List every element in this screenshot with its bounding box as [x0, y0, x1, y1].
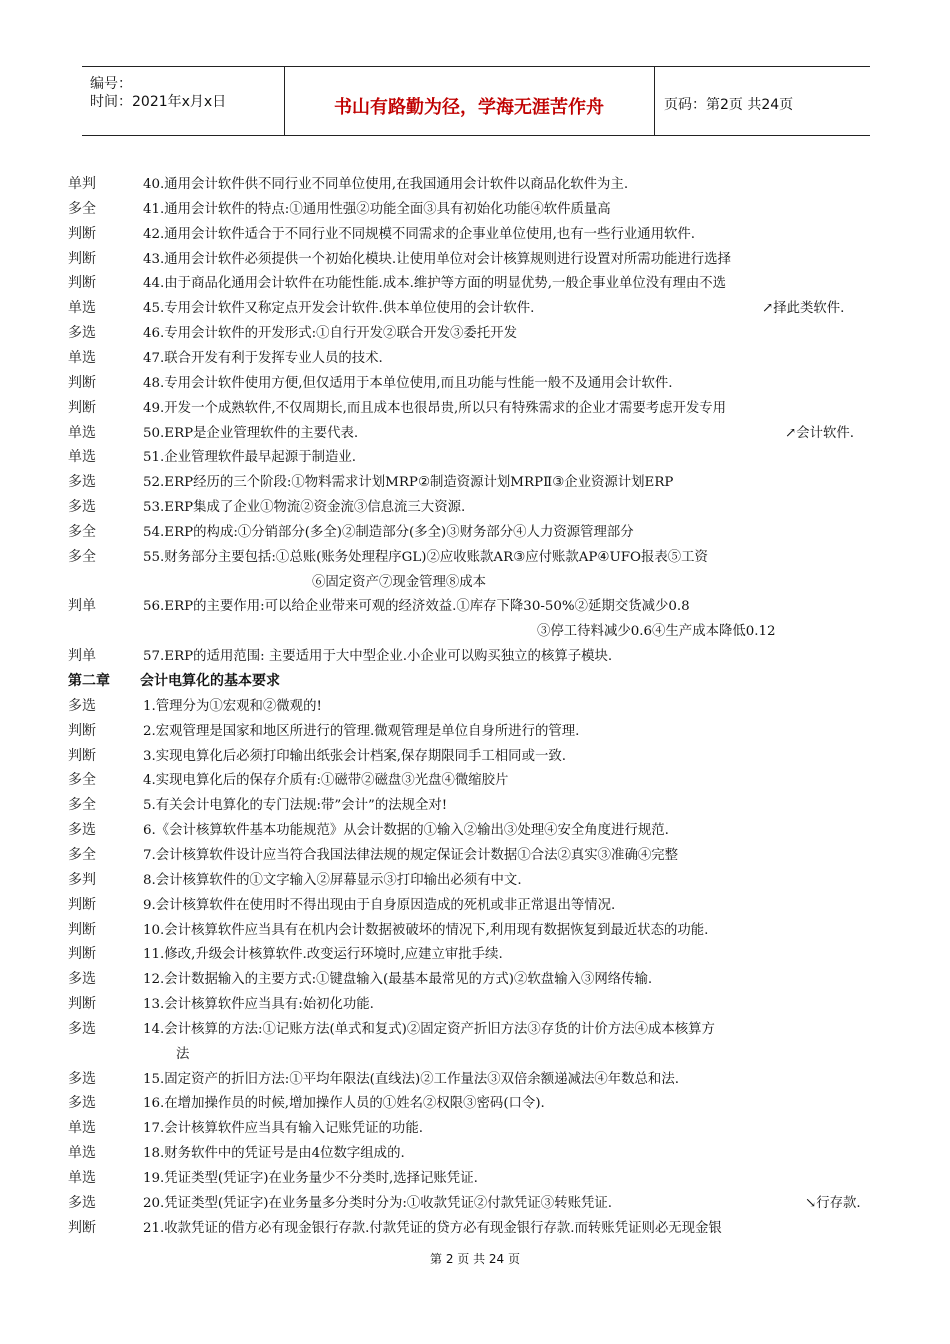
doc-number-label: 编号：: [90, 76, 132, 92]
question-type: 多选: [68, 822, 96, 838]
list-item: [0, 890, 950, 914]
question-text: 18.财务软件中的凭证号是由4位数字组成的.: [143, 1146, 405, 1161]
question-text: 54.ERP的构成:①分销部分(多全)②制造部分(多全)③财务部分④人力资源管理部分: [143, 525, 634, 540]
question-type: 多选: [68, 971, 96, 987]
question-type: 单选: [68, 449, 96, 465]
question-type: 判断: [68, 723, 96, 739]
question-text: 14.会计核算的方法:①记账方法(单式和复式)②固定资产折旧方法③存货的计价方法④成本核算方: [143, 1022, 715, 1037]
question-type: 多选: [68, 1095, 96, 1111]
list-item: [0, 591, 950, 615]
question-text: 16.在增加操作员的时候,增加操作人员的①姓名②权限③密码(口令).: [143, 1096, 545, 1111]
question-type: 判断: [68, 275, 96, 291]
list-item: [0, 1138, 950, 1162]
doc-date-label: 时间：2021年x月x日: [90, 94, 227, 110]
question-text: 50.ERP是企业管理软件的主要代表.: [143, 426, 359, 441]
question-text: 11.修改,升级会计核算软件.改变运行环境时,应建立审批手续.: [143, 947, 503, 962]
list-item: [0, 393, 950, 417]
question-type: 单选: [68, 1145, 96, 1161]
question-type: 判断: [68, 375, 96, 391]
question-type: 多选: [68, 1021, 96, 1037]
question-text: 46.专用会计软件的开发形式:①自行开发②联合开发③委托开发: [143, 326, 517, 341]
question-text: 2.宏观管理是国家和地区所进行的管理.微观管理是单位自身所进行的管理.: [143, 724, 580, 739]
question-type: 多选: [68, 1071, 96, 1087]
question-text: 法: [176, 1047, 190, 1062]
list-item: [0, 790, 950, 814]
list-item: [0, 169, 950, 193]
list-item: [0, 691, 950, 715]
question-type: 判断: [68, 748, 96, 764]
list-item: [0, 567, 950, 591]
question-type: 多全: [68, 524, 96, 540]
question-text: 20.凭证类型(凭证字)在业务量多分类时分为:①收款凭证②付款凭证③转账凭证.: [143, 1196, 613, 1211]
question-text: 10.会计核算软件应当具有在机内会计数据被破坏的情况下,利用现有数据恢复到最近状态的功能.: [143, 923, 709, 938]
question-type: 判断: [68, 897, 96, 913]
list-item: [0, 418, 950, 442]
question-text: 51.企业管理软件最早起源于制造业.: [143, 450, 357, 465]
question-type: 判断: [68, 251, 96, 267]
list-item: [0, 865, 950, 889]
margin-note: ↗择此类软件.: [762, 301, 845, 316]
question-type: 多全: [68, 549, 96, 565]
chapter-title: 会计电算化的基本要求: [140, 673, 280, 689]
header-motto: 书山有路勤为径，学海无涯苦作舟: [334, 97, 604, 118]
question-type: 多选: [68, 325, 96, 341]
question-type: 判断: [68, 226, 96, 242]
list-item: [0, 219, 950, 243]
question-type: 判断: [68, 946, 96, 962]
list-item: [0, 517, 950, 541]
question-type: 多全: [68, 847, 96, 863]
question-type: 多判: [68, 872, 96, 888]
list-item: [0, 989, 950, 1013]
question-type: 判单: [68, 598, 96, 614]
question-text: 8.会计核算软件的①文字输入②屏幕显示③打印输出必须有中文.: [143, 873, 522, 888]
list-item: [0, 1213, 950, 1237]
question-text: 4.实现电算化后的保存介质有:①磁带②磁盘③光盘④微缩胶片: [143, 773, 509, 788]
list-item: [0, 1064, 950, 1088]
chapter-heading: [68, 670, 280, 690]
question-text: 9.会计核算软件在使用时不得出现由于自身原因造成的死机或非正常退出等情况.: [143, 898, 616, 913]
question-type: 单判: [68, 176, 96, 192]
list-item: [0, 1113, 950, 1137]
list-item: [0, 244, 950, 268]
question-text: 3.实现电算化后必须打印输出纸张会计档案,保存期限同手工相同或一致.: [143, 749, 567, 764]
question-type: 多全: [68, 797, 96, 813]
list-item: [0, 716, 950, 740]
question-type: 判断: [68, 922, 96, 938]
list-item: [0, 964, 950, 988]
question-type: 单选: [68, 425, 96, 441]
question-text: 12.会计数据输入的主要方式:①键盘输入(最基本最常见的方式)②软盘输入③网络传输.: [143, 972, 653, 987]
list-item: [0, 467, 950, 491]
question-text: 55.财务部分主要包括:①总账(账务处理程序GL)②应收账款AR③应付账款AP④UFO报表⑤工资: [143, 550, 708, 565]
list-item: [0, 915, 950, 939]
question-type: 多选: [68, 474, 96, 490]
list-item: [0, 492, 950, 516]
list-item: [0, 1163, 950, 1187]
question-text: 15.固定资产的折旧方法:①平均年限法(直线法)②工作量法③双倍余额递减法④年数总和法.: [143, 1072, 679, 1087]
list-item: [0, 616, 950, 640]
question-text: 45.专用会计软件又称定点开发会计软件.供本单位使用的会计软件.: [143, 301, 535, 316]
question-text: 48.专用会计软件使用方便,但仅适用于本单位使用,而且功能与性能一般不及通用会计软件.: [143, 376, 673, 391]
question-text: 52.ERP经历的三个阶段:①物料需求计划MRP②制造资源计划MRPⅡ③企业资源计划ERP: [143, 475, 674, 490]
list-item: [0, 765, 950, 789]
list-item: [0, 194, 950, 218]
list-item: [0, 815, 950, 839]
question-type: 多选: [68, 698, 96, 714]
question-text: 21.收款凭证的借方必有现金银行存款.付款凭证的贷方必有现金银行存款.而转账凭证则必无现金银: [143, 1221, 722, 1236]
list-item: [0, 542, 950, 566]
question-text: 5.有关会计电算化的专门法规:带”会计”的法规全对!: [143, 798, 448, 813]
question-text: 6.《会计核算软件基本功能规范》从会计数据的①输入②输出③处理④安全角度进行规范.: [143, 823, 669, 838]
question-type: 单选: [68, 1170, 96, 1186]
list-item: [0, 368, 950, 392]
question-text: 56.ERP的主要作用:可以给企业带来可观的经济效益.①库存下降30-50%②延期交货减少0.8: [143, 599, 690, 614]
question-type: 单选: [68, 1120, 96, 1136]
list-item: [0, 939, 950, 963]
question-text: 1.管理分为①宏观和②微观的!: [143, 699, 322, 714]
question-type: 判断: [68, 996, 96, 1012]
question-text: 47.联合开发有利于发挥专业人员的技术.: [143, 351, 383, 366]
list-item: [0, 1088, 950, 1112]
question-text: 49.开发一个成熟软件,不仅周期长,而且成本也很昂贵,所以只有特殊需求的企业才需要考虑开发专用: [143, 401, 727, 416]
list-item: [0, 1039, 950, 1063]
question-type: 多全: [68, 201, 96, 217]
list-item: [0, 1014, 950, 1038]
question-text: 41.通用会计软件的特点:①通用性强②功能全面③具有初始化功能④软件质量高: [143, 202, 611, 217]
page-footer: 第 2 页 共 24 页: [430, 1252, 520, 1266]
chapter-number: 第二章: [68, 673, 110, 689]
question-text: ③停工待料减少0.6④生产成本降低0.12: [537, 624, 776, 639]
list-item: [0, 343, 950, 367]
list-item: [0, 741, 950, 765]
question-text: 44.由于商品化通用会计软件在功能性能.成本.维护等方面的明显优势,一般企事业单位没有理由不选: [143, 276, 727, 291]
question-type: 多选: [68, 1195, 96, 1211]
list-item: [0, 840, 950, 864]
list-item: [0, 1188, 950, 1212]
header-divider: [654, 67, 655, 135]
question-text: 13.会计核算软件应当具有:始初化功能.: [143, 997, 374, 1012]
question-type: 判单: [68, 648, 96, 664]
question-text: 42.通用会计软件适合于不同行业不同规模不同需求的企事业单位使用,也有一些行业通用软件.: [143, 227, 696, 242]
list-item: [0, 268, 950, 292]
question-type: 判断: [68, 1220, 96, 1236]
list-item: [0, 293, 950, 317]
question-type: 判断: [68, 400, 96, 416]
question-text: 19.凭证类型(凭证字)在业务量少不分类时,选择记账凭证.: [143, 1171, 478, 1186]
list-item: [0, 442, 950, 466]
question-text: 7.会计核算软件设计应当符合我国法律法规的规定保证会计数据①合法②真实③准确④完整: [143, 848, 679, 863]
question-text: ⑥固定资产⑦现金管理⑧成本: [312, 575, 487, 590]
list-item: [0, 641, 950, 665]
question-text: 57.ERP的适用范围: 主要适用于大中型企业.小企业可以购买独立的核算子模块.: [143, 649, 613, 664]
question-text: 43.通用会计软件必须提供一个初始化模块.让使用单位对会计核算规则进行设置对所需功能进行选择: [143, 252, 731, 267]
margin-note: ↗会计软件.: [785, 426, 855, 441]
question-text: 40.通用会计软件供不同行业不同单位使用,在我国通用会计软件以商品化软件为主.: [143, 177, 629, 192]
list-item: [0, 318, 950, 342]
question-text: 17.会计核算软件应当具有输入记账凭证的功能.: [143, 1121, 423, 1136]
question-type: 单选: [68, 350, 96, 366]
page-header: [82, 66, 870, 136]
margin-note: ↘行存款.: [805, 1196, 861, 1211]
page-indicator: 页码：第2页 共24页: [664, 97, 794, 113]
question-type: 单选: [68, 300, 96, 316]
question-text: 53.ERP集成了企业①物流②资金流③信息流三大资源.: [143, 500, 466, 515]
question-type: 多选: [68, 499, 96, 515]
question-type: 多全: [68, 772, 96, 788]
